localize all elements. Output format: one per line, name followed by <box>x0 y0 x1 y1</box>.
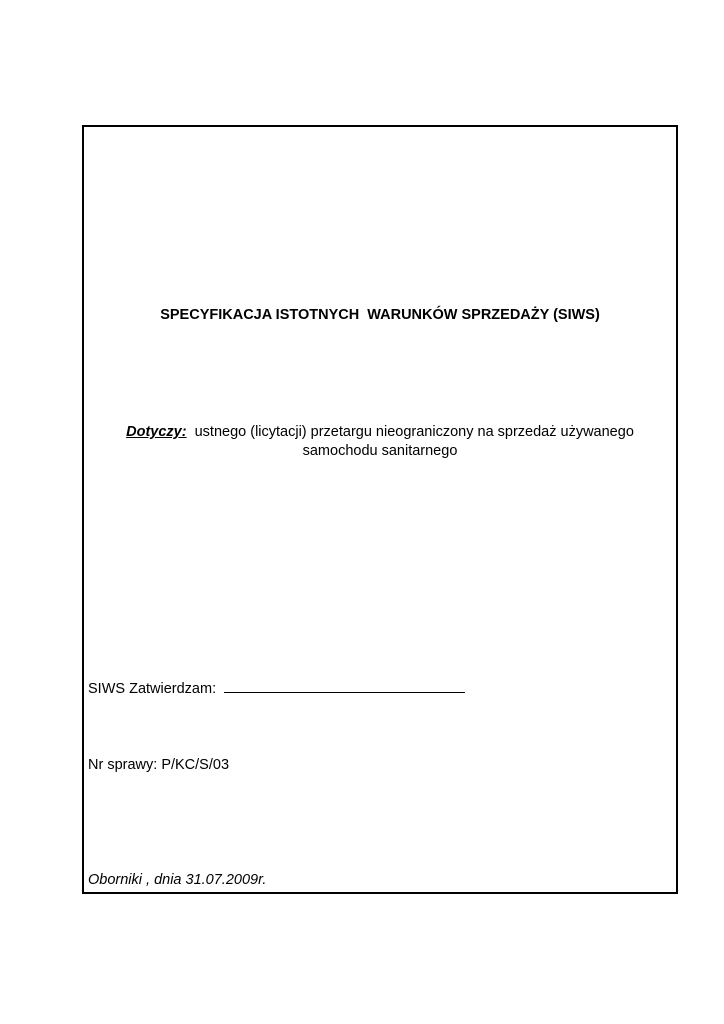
approval-label: SIWS Zatwierdzam: <box>88 681 217 697</box>
signature-line <box>224 678 465 693</box>
approval-row <box>88 678 465 697</box>
document-title: SPECYFIKACJA ISTOTNYCH WARUNKÓW SPRZEDAŻY (SIWS) <box>160 307 600 323</box>
place-date: Oborniki , dnia 31.07.2009r. <box>88 872 267 888</box>
document-frame <box>82 125 678 894</box>
subject-text: ustnego (licytacji) przetargu nieograniczony na sprzedaż używanego samochodu sanitarnego <box>194 424 634 459</box>
case-number: Nr sprawy: P/KC/S/03 <box>88 757 230 773</box>
subject-label: Dotyczy: <box>126 424 187 440</box>
subject-paragraph <box>88 423 672 461</box>
